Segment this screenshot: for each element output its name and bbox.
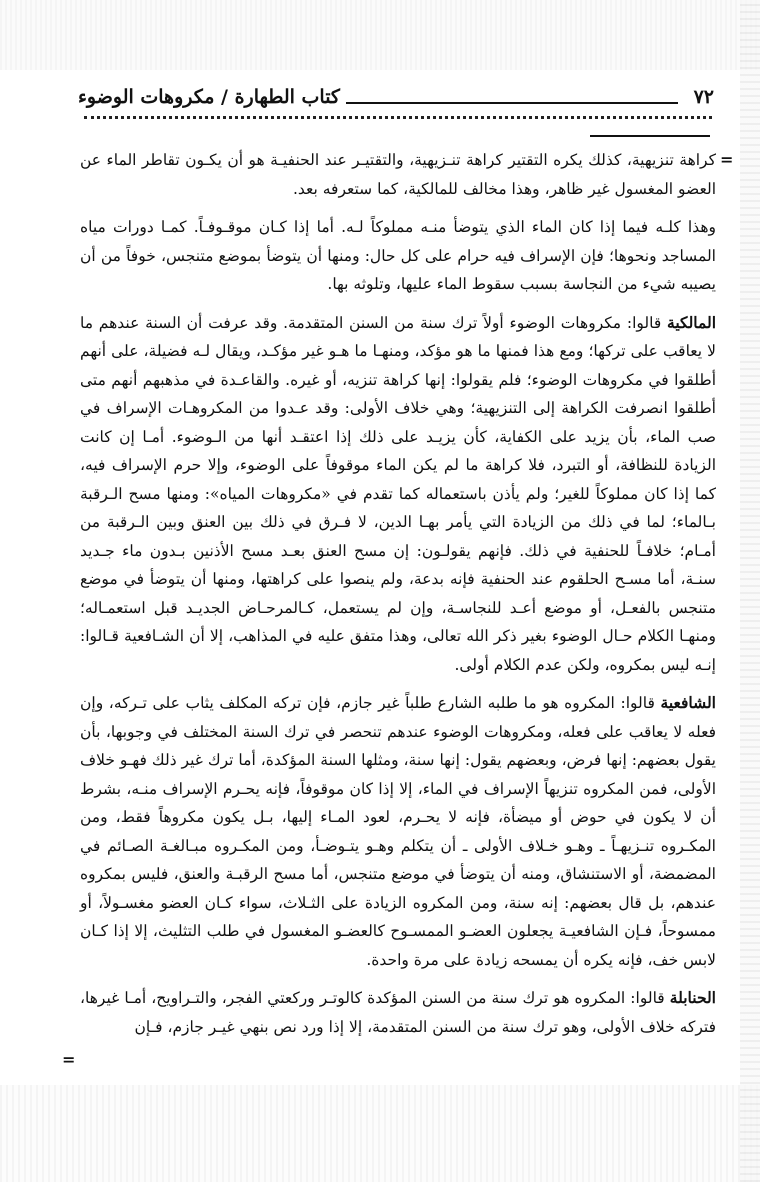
school-label-shafii: الشافعية <box>660 693 716 712</box>
paragraph-text: قالوا: مكروهات الوضوء أولاً ترك سنة من السنن المتقدمة. وقد عرفت أن السنة عندهم ما لا يعاقب على تركها؛ ومع هذا فمنها ما هو مؤكد، ومنهـا ما هـو غير مؤكـد، ويقال لـه فضيلة، على أنهم أطلقوا في مكروهات الوضوء؛ فلم يقولوا: إنها كراهة تنزيه، أو غيره. والقاعـدة في مذهبهم أنهم متى أطلقوا انصرفت الكراهة إلى التنزيهية؛ وهي خلاف الأولى: وقد عـدوا من المكروهـات الإسراف في صب الماء، بأن يزيد على الكفاية، كأن يزيـد على ذلك إذا اعتقـد أنها من الـوضوء. أمـا إن كانت الزيادة للنظافة، أو التبرد، فلا كراهة ما لم يكن الماء موقوفاً على الوضوء، وإلا حرم الإسراف فيه، كما إذا كان مملوكاً للغير؛ ولم يأذن باستعماله كما تقدم في «مكروهات المياه»: ومنها مسح الـرقبة بـالماء؛ لما في ذلك من الزيادة التي يأمر بهـا الدين، لا فـرق في ذلك بين العنق وبين الـرقبة من أمـام؛ خلافـاً للحنفية في ذلك. فإنهم يقولـون: إن مسح العنق بعـد مسح الأذنين بـدون ماء جـديد سنـة، أما مسـح الحلقوم عند الحنفية فإنه بدعة، ولم ينصوا على كراهتها، ومنها أن يتوضأ في موضع متنجس بالفعـل، أو موضع أعـد للنجاسـة، وإن لم يستعمل، كـالمرحـاض الجديـد قبل استعمـاله؛ ومنهـا الكلام حـال الوضوء بغير ذكر الله تعالى، وهذا متفق عليه في المذاهب، إلا أن الشـافعية قـالوا: إنـه ليس بمكروه، ولكن عدم الكلام أولى. <box>80 313 716 674</box>
school-label-hanbali: الحنابلة <box>669 988 716 1007</box>
header-rule <box>346 90 678 104</box>
paragraph-hanbali <box>80 984 716 1041</box>
scan-noise-top <box>0 0 760 70</box>
continuation-mark-end: = <box>62 1050 76 1069</box>
scan-noise-bottom <box>0 1085 760 1182</box>
running-title: كتاب الطهارة / مكروهات الوضوء <box>78 86 340 108</box>
paragraph-shafii <box>80 689 716 974</box>
footnote-body <box>80 146 716 1051</box>
paragraph <box>80 146 716 203</box>
header-dotted-divider <box>84 116 712 125</box>
paragraph-text: قالوا: المكروه هو ما طلبه الشارع طلباً غير جازم، فإن تركه المكلف يثاب على تـركه، وإن فعله لا يعاقب على فعله، ومكروهات الوضوء عندهم تنحصر في ترك السنة المختلف في وجوبها، بأن يقول بعضهم: إنها فرض، وبعضهم يقول: إنها سنة، ومثلها السنة المؤكدة، أما ترك غير ذلك فهـو خلاف الأولى، فمن المكروه تنزيهاً الإسراف في الماء، إلا إذا كان موقوفاً، فإنه يحـرم الإسراف منـه، بشرط أن لا يكون في حوض أو ميضأة، فإنه لا يحـرم، لعود المـاء إليها، بـل يكون مكروهاً فقط، ومن المكـروه تنـزيهـاً ـ وهـو خـلاف الأولى ـ أن يتكلم وهـو يتـوضـأ، ومن المكـروه مبـالغـة الصـائم في المضمضة، أو الاستنشاق، ومنه أن يتوضأ في موضع متنجس، أما مسح الرقبـة والعنق، فليس بمكروه عندهم، بل قال بعضهم: إنه سنة، ومن المكروه الزيادة على الثـلاث، سواء كـان العضو مغسـولاً، أو ممسوحاً، فـإن الشافعيـة يجعلون العضـو الممسـوح كالعضـو المغسول في طلب التثليث، إلا إذا كـان لابس خف، فإنه يكره أن يمسحه زيادة على مرة واحدة. <box>80 694 716 969</box>
paragraph-text: قالوا: المكروه هو ترك سنة من السنن المؤكدة كالوتـر وركعتي الفجر، والتـراويح، أمـا غيرها، فتركه خلاف الأولى، وهو ترك سنة من السنن المتقدمة، إلا إذا ورد نص بنهي غيـر جازم، فـإن <box>80 989 716 1036</box>
paragraph-text: كراهة تنزيهية، كذلك يكره التقتير كراهة تنـزيهية، والتقتيـر عند الحنفيـة هو أن يكـون تقاطر الماء عن العضو المغسول غير ظاهر، وهذا مخالف للمالكية، كما ستعرفه بعد. <box>80 151 716 198</box>
paragraph <box>80 213 716 299</box>
paragraph-maliki <box>80 309 716 680</box>
footnote-rule <box>590 135 710 137</box>
page-number: ٧٢ <box>693 86 714 108</box>
school-label-maliki: المالكية <box>667 312 716 332</box>
scan-noise-right-edge <box>740 0 760 1182</box>
paragraph-text: وهذا كلـه فيما إذا كان الماء الذي يتوضأ منـه مملوكاً لـه. أما إذا كـان موقـوفـاً. كمـا دورات مياه المساجد ونحوها؛ فإن الإسراف فيه حرام على كل حال: ومنها أن يتوضأ بموضع متنجس، خوفاً من أن يصيبه شيء من النجاسة بسبب سقوط الماء عليها، وتلوثه بها. <box>80 218 716 293</box>
page-header <box>78 82 714 112</box>
continuation-mark-start: = <box>720 150 734 169</box>
